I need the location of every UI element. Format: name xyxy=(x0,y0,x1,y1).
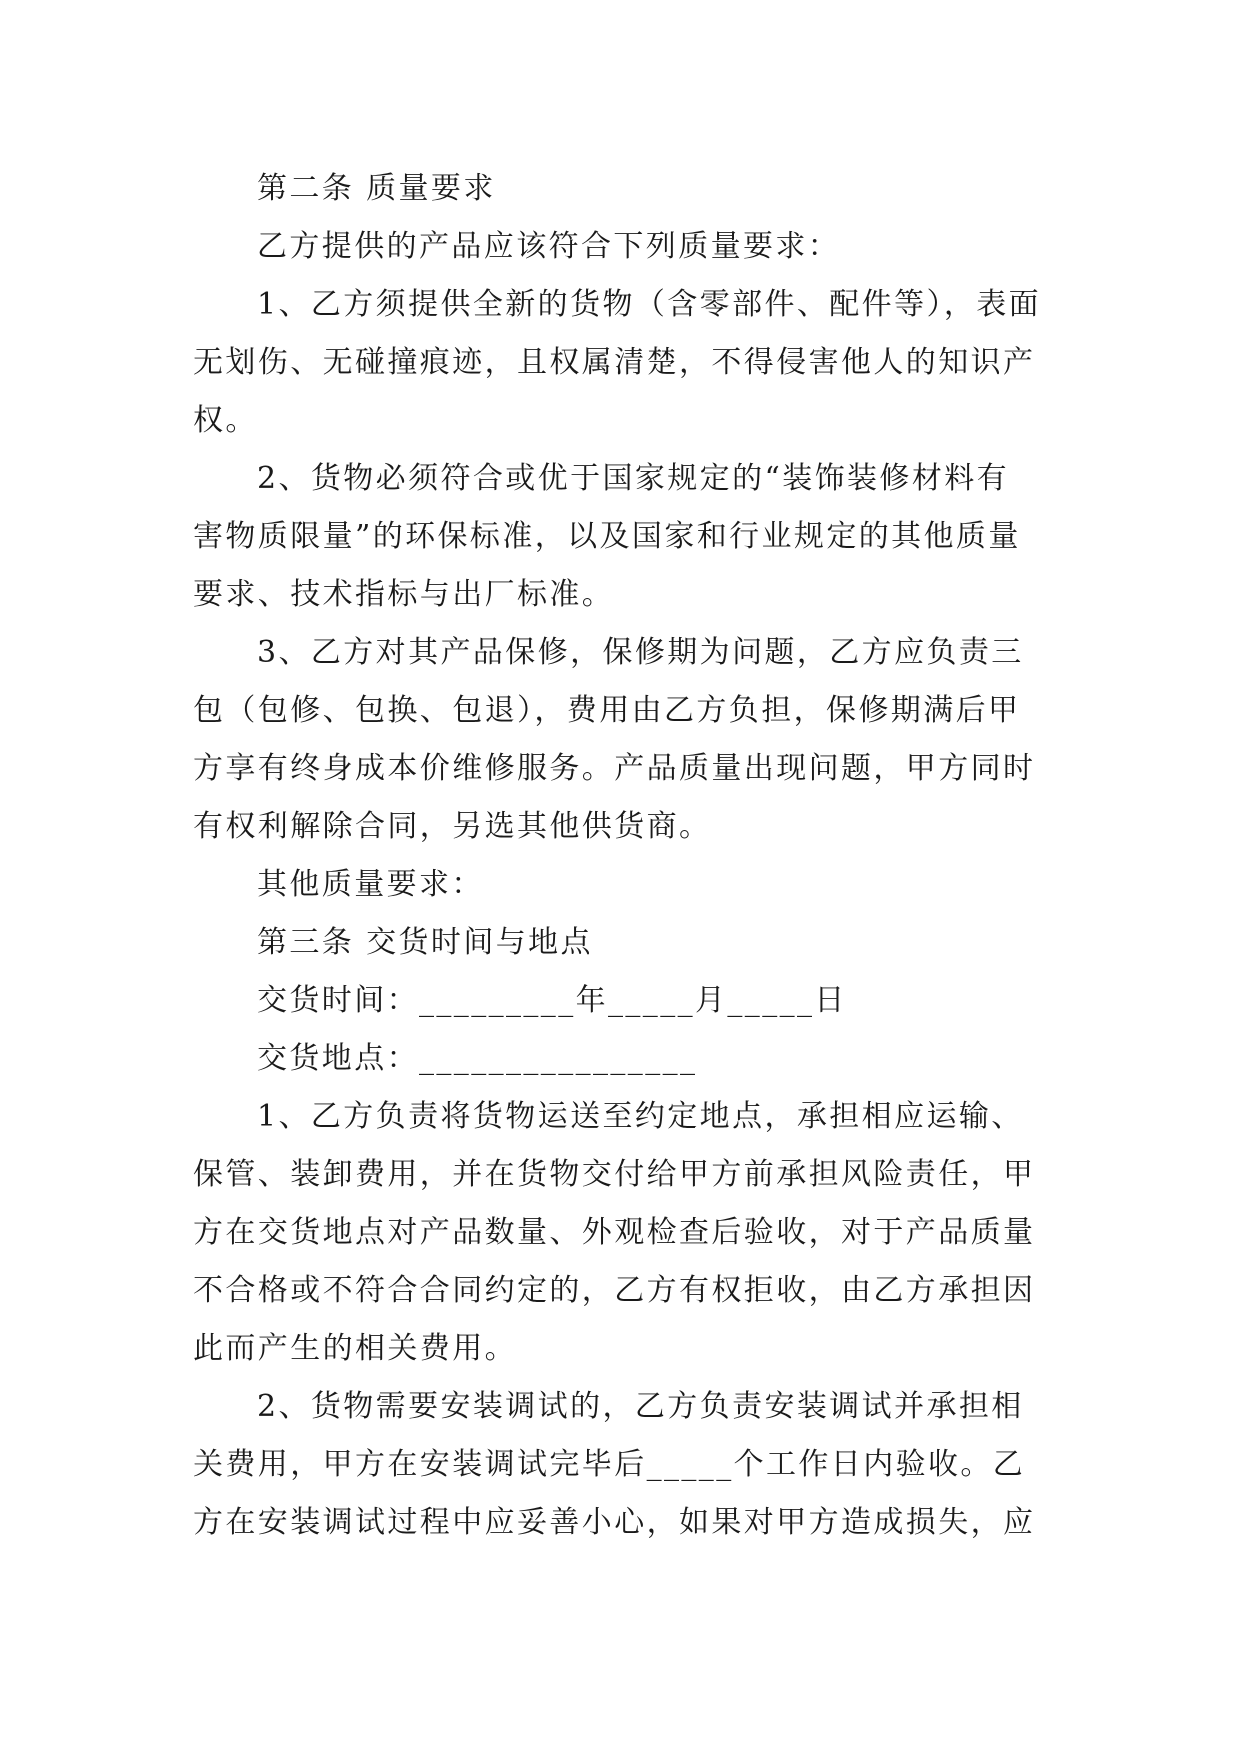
delivery-time: 交货时间：_________年_____月_____日 xyxy=(257,983,847,1018)
clause-3-2-line-3: 方在安装调试过程中应妥善小心，如果对甲方造成损失，应 xyxy=(193,1505,1036,1540)
clause-3-1-line-5: 此而产生的相关费用。 xyxy=(193,1331,517,1366)
clause-2-3-line-3: 方享有终身成本价维修服务。产品质量出现问题，甲方同时 xyxy=(193,751,1036,786)
clause-2-1-line-1: 1、乙方须提供全新的货物（含零部件、配件等），表面 xyxy=(257,287,1042,322)
clause-2-3-line-2: 包（包修、包换、包退），费用由乙方负担，保修期满后甲 xyxy=(193,693,1021,728)
clause-2-2-line-3: 要求、技术指标与出厂标准。 xyxy=(193,577,615,612)
delivery-location: 交货地点：________________ xyxy=(257,1041,698,1076)
clause-3-1-line-3: 方在交货地点对产品数量、外观检查后验收，对于产品质量 xyxy=(193,1215,1036,1250)
clause-3-1-line-1: 1、乙方负责将货物运送至约定地点，承担相应运输、 xyxy=(257,1099,1024,1134)
clause-2-2-line-1: 2、货物必须符合或优于国家规定的“装饰装修材料有 xyxy=(257,461,1010,496)
clause-2-3-line-4: 有权利解除合同，另选其他供货商。 xyxy=(193,809,712,844)
clause-2-1-line-3: 权。 xyxy=(193,403,258,438)
article-3-heading: 第三条 交货时间与地点 xyxy=(257,925,593,960)
clause-3-1-line-2: 保管、装卸费用，并在货物交付给甲方前承担风险责任，甲 xyxy=(193,1157,1036,1192)
document-page xyxy=(193,160,1055,1552)
clause-3-2-line-1: 2、货物需要安装调试的，乙方负责安装调试并承担相 xyxy=(257,1389,1024,1424)
other-quality-requirements: 其他质量要求： xyxy=(257,867,484,902)
clause-3-2-line-2: 关费用，甲方在安装调试完毕后_____个工作日内验收。乙 xyxy=(193,1447,1026,1482)
article-2-heading: 第二条 质量要求 xyxy=(257,171,496,206)
clause-2-1-line-2: 无划伤、无碰撞痕迹，且权属清楚，不得侵害他人的知识产 xyxy=(193,345,1036,380)
clause-2-3-line-1: 3、乙方对其产品保修，保修期为问题，乙方应负责三 xyxy=(257,635,1024,670)
quality-intro: 乙方提供的产品应该符合下列质量要求： xyxy=(257,229,841,264)
clause-3-1-line-4: 不合格或不符合合同约定的，乙方有权拒收，由乙方承担因 xyxy=(193,1273,1036,1308)
clause-2-2-line-2: 害物质限量”的环保标准，以及国家和行业规定的其他质量 xyxy=(193,519,1021,554)
